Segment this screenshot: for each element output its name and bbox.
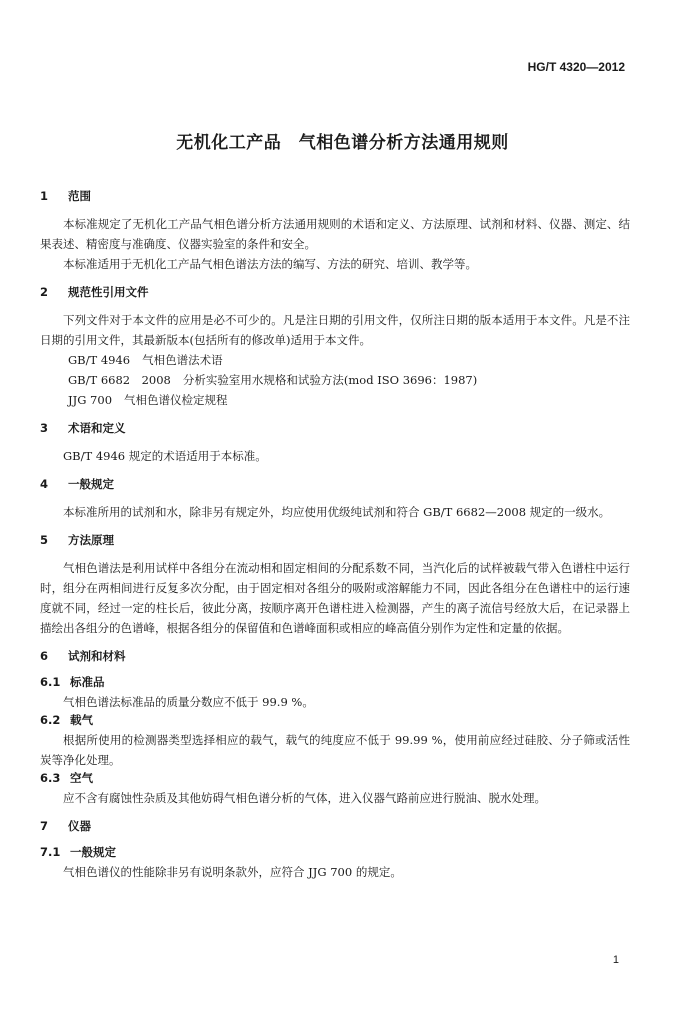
reference-code: GB/T 6682 2008 bbox=[68, 373, 171, 387]
reference-item bbox=[40, 350, 630, 370]
section-3-heading bbox=[40, 420, 630, 436]
paragraph: 下列文件对于本文件的应用是必不可少的。凡是注日期的引用文件，仅所注日期的版本适用于本文件。凡是不注日期的引用文件，其最新版本(包括所有的修改单)适用于本文件。 bbox=[40, 313, 630, 347]
subsection-6-2-heading bbox=[40, 712, 630, 728]
section-number: 2 bbox=[40, 285, 49, 299]
subsection-title: 载气 bbox=[70, 713, 93, 727]
section-1-heading bbox=[40, 188, 630, 204]
paragraph: 本标准规定了无机化工产品气相色谱分析方法通用规则的术语和定义、方法原理、试剂和材料、仪器、测定、结果表述、精密度与准确度、仪器实验室的条件和安全。 bbox=[40, 217, 630, 251]
reference-code: GB/T 4946 bbox=[68, 353, 131, 367]
subsection-number: 7.1 bbox=[40, 845, 61, 859]
document-title: 无机化工产品 气相色谱分析方法通用规则 bbox=[176, 133, 509, 153]
subsection-title: 空气 bbox=[70, 771, 93, 785]
subsection-7-1-heading bbox=[40, 844, 630, 860]
section-number: 6 bbox=[40, 649, 49, 663]
section-5-heading bbox=[40, 532, 630, 548]
paragraph: 气相色谱法是利用试样中各组分在流动相和固定相间的分配系数不同，当汽化后的试样被载气带入色谱柱中运行时，组分在两相间进行反复多次分配，由于固定相对各组分的吸附或溶解能力不同，因此各组分在色谱柱中的运行速度就不同，经过一定的柱长后，彼此分离，按顺序离开色谱柱进入检测器，产生的离子流信号经放大后，在记录器上描绘出各组分的色谱峰，根据各组分的保留值和色谱峰面积或相应的峰高值分别作为定性和定量的依据。 bbox=[40, 561, 630, 635]
section-6-heading bbox=[40, 648, 630, 664]
section-number: 3 bbox=[40, 421, 49, 435]
section-title: 方法原理 bbox=[68, 533, 114, 547]
section-title: 范围 bbox=[68, 189, 91, 203]
reference-item bbox=[40, 390, 630, 410]
section-title: 术语和定义 bbox=[68, 421, 126, 435]
paragraph: 根据所使用的检测器类型选择相应的载气，载气的纯度应不低于 99.99 %，使用前应经过硅胶、分子筛或活性炭等净化处理。 bbox=[40, 733, 630, 767]
subsection-title: 一般规定 bbox=[70, 845, 116, 859]
subsection-6-3-heading bbox=[40, 770, 630, 786]
paragraph: 气相色谱仪的性能除非另有说明条款外，应符合 JJG 700 的规定。 bbox=[63, 865, 402, 879]
section-7-heading bbox=[40, 818, 630, 834]
reference-name: 气相色谱法术语 bbox=[142, 353, 223, 367]
paragraph: 本标准所用的试剂和水，除非另有规定外，均应使用优级纯试剂和符合 GB/T 6682—2008 规定的一级水。 bbox=[63, 505, 611, 519]
subsection-title: 标准品 bbox=[70, 675, 105, 689]
reference-name: 分析实验室用水规格和试验方法(mod ISO 3696：1987) bbox=[182, 373, 478, 387]
reference-item bbox=[40, 370, 630, 390]
section-number: 4 bbox=[40, 477, 49, 491]
section-title: 规范性引用文件 bbox=[68, 285, 149, 299]
reference-name: 气相色谱仪检定规程 bbox=[124, 393, 228, 407]
page-number: 1 bbox=[612, 954, 619, 966]
section-2-heading bbox=[40, 284, 630, 300]
section-number: 7 bbox=[40, 819, 49, 833]
document-body bbox=[40, 188, 630, 882]
section-title: 仪器 bbox=[68, 819, 91, 833]
paragraph: GB/T 4946 规定的术语适用于本标准。 bbox=[63, 449, 267, 463]
subsection-number: 6.3 bbox=[40, 771, 61, 785]
subsection-number: 6.1 bbox=[40, 675, 61, 689]
section-title: 一般规定 bbox=[68, 477, 114, 491]
section-number: 1 bbox=[40, 189, 49, 203]
paragraph: 本标准适用于无机化工产品气相色谱法方法的编写、方法的研究、培训、教学等。 bbox=[63, 257, 477, 271]
section-number: 5 bbox=[40, 533, 49, 547]
section-4-heading bbox=[40, 476, 630, 492]
reference-code: JJG 700 bbox=[68, 393, 113, 407]
paragraph: 气相色谱法标准品的质量分数应不低于 99.9 %。 bbox=[63, 695, 314, 709]
paragraph: 应不含有腐蚀性杂质及其他妨碍气相色谱分析的气体，进入仪器气路前应进行脱油、脱水处理。 bbox=[63, 791, 546, 805]
section-title: 试剂和材料 bbox=[68, 649, 126, 663]
subsection-number: 6.2 bbox=[40, 713, 61, 727]
document-code: HG/T 4320—2012 bbox=[527, 60, 625, 74]
subsection-6-1-heading bbox=[40, 674, 630, 690]
